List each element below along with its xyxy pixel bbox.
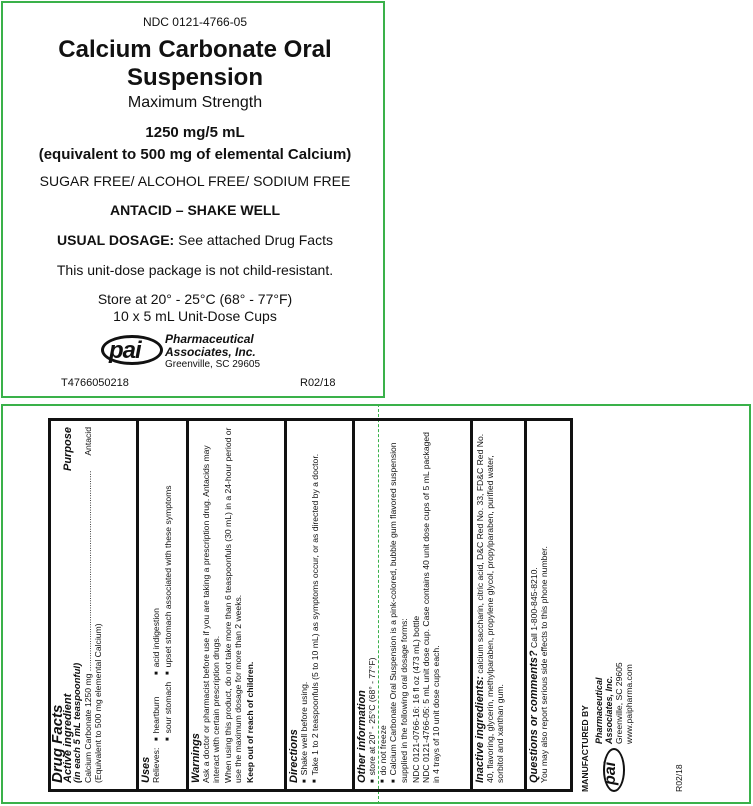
active-ingredient-section <box>51 421 139 789</box>
pai-logo-mark: pai <box>602 761 619 785</box>
inactive-ingredients-section <box>473 421 527 789</box>
uses-item: ■ sour stomach <box>163 675 174 741</box>
inactive-text: calcium saccharin, citric acid, D&C Red No. 33, FD&C Red No. 40, flavoring, glycerin, methylparaben, propylene glycol, propylparaben, purified water, sorbitol and xanthan gum. <box>475 433 505 783</box>
warnings-text-1: Ask a doctor or pharmacist before use if you are taking a prescription drug. Antacids may interact with certain prescription drugs. <box>201 445 221 783</box>
active-ingredient-row <box>83 427 93 783</box>
drug-facts-title: Drug Facts <box>49 704 66 783</box>
usual-dosage-label: USUAL DOSAGE: <box>57 232 175 248</box>
child-resistant-note: This unit-dose package is not child-resistant. <box>56 262 334 278</box>
drug-facts-rotated <box>48 418 573 792</box>
usual-dosage-text: See attached Drug Facts <box>174 232 333 248</box>
warnings-section <box>189 421 287 789</box>
active-ingredient-line: Calcium Carbonate 1250 mg .................................................................................... <box>83 470 93 783</box>
uses-section <box>139 421 189 789</box>
company-name-line1: Pharmaceutical <box>165 332 254 346</box>
questions-text: Call 1-800-845-8210. <box>529 567 539 651</box>
storage-line: Store at 20° - 25°C (68° - 77°F) <box>97 291 293 307</box>
drug-facts-wrap <box>48 418 573 792</box>
ndc-unit-dose: NDC 0121-4766-05: 5 mL unit dose cup. Case contains 40 unit dose cups of 5 mL packaged in 4 trays of 10 unit dose cups each. <box>421 432 442 783</box>
company-name <box>165 333 256 359</box>
manufacturer-logo <box>594 418 634 792</box>
lot-code: T4766050218 <box>61 377 129 389</box>
other-item: ■ store at 20° - 25°C (68° - 77°F) <box>367 427 378 783</box>
uses-item: ■ heartburn <box>151 675 162 741</box>
manufacturer-text <box>594 662 634 744</box>
active-ingredient-equiv: (Equivalent to 500 mg elemental Calcium) <box>93 623 103 783</box>
manufacturer-website: www.paipharma.com <box>624 664 634 744</box>
other-information-heading: Other information <box>356 690 368 783</box>
strength-label: Maximum Strength <box>127 94 263 111</box>
company-city: Greenville, SC 29605 <box>165 359 261 370</box>
manufacturer-name-line1: Pharmaceutical <box>594 677 604 744</box>
inactive-heading: Inactive ingredients: <box>474 676 486 783</box>
product-title-line1: Calcium Carbonate Oral <box>58 36 332 63</box>
product-title-line2: Suspension <box>126 64 264 91</box>
company-logo <box>101 331 291 371</box>
dose-line2: (equivalent to 500 mg of elemental Calcium) <box>38 146 352 163</box>
warnings-text-2: When using this product, do not take more than 6 teaspoonfuls (30 mL) in a 24-hour period or use the maximum dosage for more than 2 weeks. <box>223 427 243 783</box>
questions-text-2: You may also report serious side effects to this phone number. <box>539 546 549 783</box>
manufactured-by-label: MANUFACTURED BY <box>580 705 590 792</box>
ndc-number: NDC 0121-4766-05 <box>142 15 248 29</box>
drug-facts-box <box>48 418 573 792</box>
directions-heading: Directions <box>288 729 300 783</box>
other-item: ■ Calcium Carbonate Oral Suspension is a pink-colored, bubble gum flavored suspension supplied in the following oral dosage forms: <box>388 427 409 783</box>
pai-logo-mark: pai <box>109 337 141 364</box>
manufacturer-city: Greenville, SC 29605 <box>614 662 624 744</box>
uses-item: ■ acid indigestion <box>151 427 162 675</box>
ndc-bottle: NDC 0121-0766-16: 16 fl oz (473 mL) bottle <box>411 615 422 783</box>
manufacturer-wrap <box>576 418 696 792</box>
pai-logo-icon <box>603 748 625 792</box>
manufacturer-rotated <box>576 418 696 792</box>
purpose-heading: Purpose <box>62 427 74 472</box>
company-name-line2: Associates, Inc. <box>165 345 256 359</box>
other-information-section <box>355 421 473 789</box>
free-from-line: SUGAR FREE/ ALCOHOL FREE/ SODIUM FREE <box>39 173 351 189</box>
questions-section <box>527 421 570 789</box>
questions-heading: Questions or comments? <box>528 650 540 783</box>
other-item: ■ do not freeze <box>378 427 389 783</box>
uses-item: ■ upset stomach associated with these symptoms <box>163 427 174 675</box>
directions-item: ■ Take 1 to 2 teaspoonfuls (5 to 10 mL) as symptoms occur, or as directed by a doctor. <box>310 427 321 783</box>
active-ingredient-sub: (in each 5 mL teaspoonful) <box>72 662 83 783</box>
dose-line1: 1250 mg/5 mL <box>145 124 245 141</box>
uses-grid <box>151 427 173 783</box>
revision-code: R02/18 <box>300 377 336 389</box>
active-ingredient-heading: Active ingredient <box>62 693 74 783</box>
uses-heading: Uses <box>140 756 152 783</box>
warnings-heading: Warnings <box>190 733 202 783</box>
front-label-panel <box>1 1 385 398</box>
package-count-line: 10 x 5 mL Unit-Dose Cups <box>113 308 277 324</box>
purpose-value: Antacid <box>83 427 93 456</box>
warnings-text-3: Keep out of reach of children. <box>245 661 255 783</box>
uses-relieves: Relieves: <box>151 747 161 783</box>
antacid-line: ANTACID – SHAKE WELL <box>109 202 281 218</box>
revision-code-back: R02/18 <box>674 764 684 792</box>
usual-dosage-line <box>3 232 387 248</box>
directions-section <box>287 421 355 789</box>
manufacturer-name-line2: Associates, Inc. <box>604 675 614 744</box>
directions-item: ■ Shake well before using. <box>299 427 310 783</box>
